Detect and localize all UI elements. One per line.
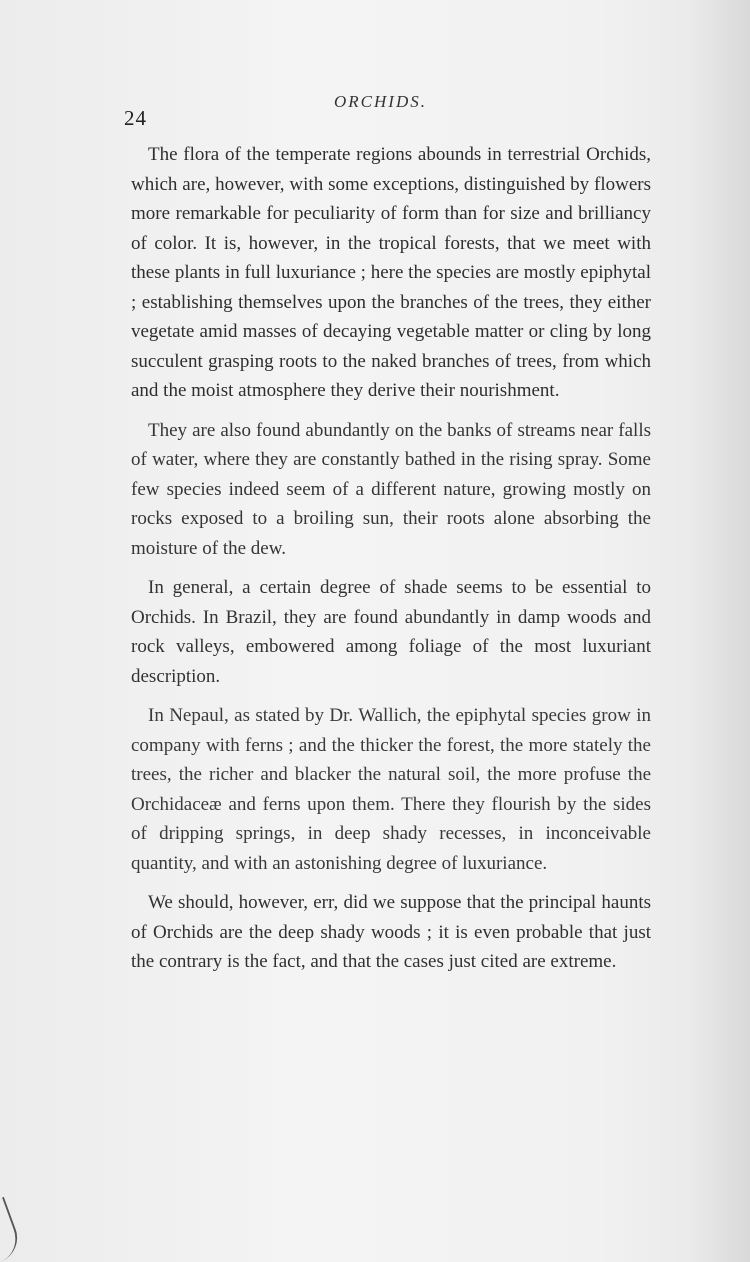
- paragraph: The flora of the temperate regions abounds in terrestrial Orchids, which are, however, with some exceptions, distinguished by flowers more remarkable for peculiarity of form than for size and brilliancy of color. It is, however, in the tropical forests, that we meet with these plants in full luxuriance ; here the species are mostly epiphytal ; establishing themselves upon the branches of the trees, they either vegetate amid masses of decaying vegetable matter or cling by long succulent grasping roots to the naked branches of trees, from which and the moist atmosphere they derive their nourishment.: [131, 144, 651, 401]
- paragraph: In general, a certain degree of shade seems to be essential to Orchids. In Brazil, they are found abundantly in damp woods and rock valleys, embowered among foliage of the most luxuriant description.: [131, 577, 651, 687]
- running-head: ORCHIDS.: [334, 92, 427, 111]
- paragraph: They are also found abundantly on the banks of streams near falls of water, where they are constantly bathed in the rising spray. Some few species indeed seem of a different nature, growing mostly on rocks exposed to a broiling sun, their roots alone absorbing the moisture of the dew.: [131, 419, 651, 559]
- page-corner-curl: [0, 1197, 24, 1262]
- page-number: 24: [124, 106, 147, 130]
- body-text: [131, 140, 651, 987]
- page-edge-shadow: [690, 0, 750, 1262]
- paragraph: We should, however, err, did we suppose that the principal haunts of Orchids are the deep shady woods ; it is even probable that just the contrary is the fact, and that the cases just cited are extreme.: [131, 892, 651, 972]
- paragraph: In Nepaul, as stated by Dr. Wallich, the epiphytal species grow in company with ferns ; and the thicker the forest, the more stately the trees, the richer and blacker the natural soil, the more profuse the Orchidaceæ and ferns upon them. There they flourish by the sides of dripping springs, in deep shady recesses, in inconceivable quantity, and with an astonishing degree of luxuriance.: [131, 705, 651, 874]
- page-header: [124, 92, 654, 132]
